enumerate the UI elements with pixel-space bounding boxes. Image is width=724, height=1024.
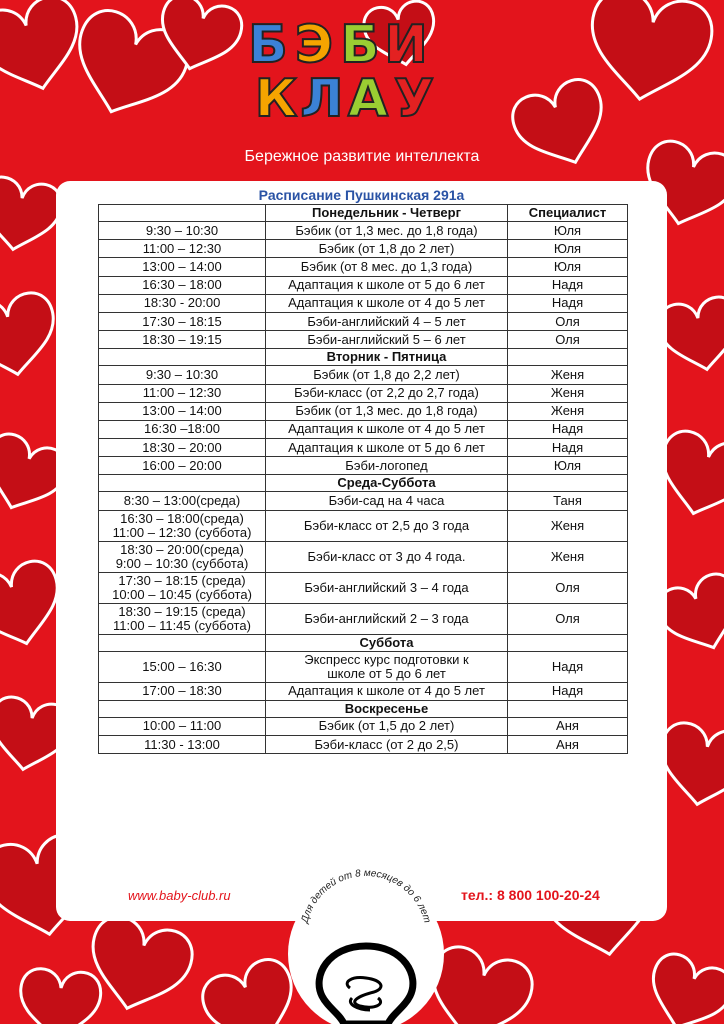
logo-letter: А	[347, 69, 389, 129]
table-row	[99, 457, 628, 475]
heart-shape	[580, 0, 716, 110]
class-line: Бэбик (от 1,5 до 2 лет)	[318, 718, 455, 734]
time-cell	[99, 603, 266, 634]
teacher-cell: Оля	[508, 572, 628, 603]
logo-letter: Э	[294, 15, 334, 75]
time-cell	[99, 682, 266, 700]
time-line: 11:00 – 12:30	[142, 385, 222, 401]
time-cell	[99, 439, 266, 457]
empty-cell	[99, 349, 266, 366]
class-line: Бэбик (от 1,3 мес. до 1,8 года)	[295, 222, 478, 238]
class-cell	[266, 312, 508, 330]
heart-shape	[0, 174, 65, 256]
time-line: 16:00 – 20:00	[142, 457, 222, 473]
time-cell	[99, 717, 266, 735]
logo-line-1	[246, 15, 486, 75]
time-cell	[99, 420, 266, 438]
time-line: 16:30 – 18:00(среда)	[120, 510, 244, 526]
class-line: Бэби-английский 5 – 6 лет	[307, 331, 466, 347]
specialist-header: Специалист	[508, 205, 628, 222]
class-line: школе от 5 до 6 лет	[327, 665, 446, 681]
table-row	[99, 736, 628, 754]
class-line: Бэби-английский 4 – 5 лет	[307, 313, 466, 329]
time-line: 13:00 – 14:00	[142, 258, 222, 274]
time-cell	[99, 492, 266, 510]
class-cell	[266, 402, 508, 420]
time-line: 18:30 – 19:15	[142, 331, 222, 347]
time-line: 18:30 – 19:15 (среда)	[118, 603, 246, 619]
section-day-range: Суббота	[266, 634, 508, 651]
heart-shape	[639, 949, 724, 1024]
time-line: 11:00 – 12:30 (суббота)	[112, 524, 252, 540]
teacher-cell: Таня	[508, 492, 628, 510]
time-cell	[99, 294, 266, 312]
table-row	[99, 420, 628, 438]
time-line: 16:30 – 18:00	[142, 277, 222, 293]
table-row	[99, 682, 628, 700]
teacher-cell: Оля	[508, 331, 628, 349]
empty-cell	[508, 634, 628, 651]
heart-shape	[0, 0, 91, 101]
section-header-row	[99, 700, 628, 717]
table-row	[99, 366, 628, 384]
class-line: Адаптация к школе от 4 до 5 лет	[288, 295, 485, 311]
class-cell	[266, 457, 508, 475]
section-header-row	[99, 349, 628, 366]
class-cell	[266, 222, 508, 240]
schedule-card	[56, 181, 667, 921]
class-line: Бэби-логопед	[345, 457, 428, 473]
time-cell	[99, 457, 266, 475]
class-cell	[266, 294, 508, 312]
class-line: Бэби-класс (от 2 до 2,5)	[314, 736, 459, 752]
teacher-cell: Аня	[508, 736, 628, 754]
table-row	[99, 651, 628, 682]
teacher-cell: Юля	[508, 240, 628, 258]
table-row	[99, 222, 628, 240]
class-cell	[266, 682, 508, 700]
teacher-cell: Оля	[508, 312, 628, 330]
time-line: 10:00 – 11:00	[142, 718, 222, 734]
class-line: Бэби-класс (от 2,2 до 2,7 года)	[294, 385, 479, 401]
time-line: 9:30 – 10:30	[145, 366, 219, 382]
time-line: 18:30 – 20:00(среда)	[120, 541, 244, 557]
time-cell	[99, 312, 266, 330]
empty-cell	[508, 349, 628, 366]
logo-letter: У	[393, 69, 435, 129]
table-row	[99, 258, 628, 276]
teacher-cell: Надя	[508, 651, 628, 682]
table-row	[99, 603, 628, 634]
class-line: Адаптация к школе от 5 до 6 лет	[288, 439, 485, 455]
teacher-cell: Женя	[508, 541, 628, 572]
class-cell	[266, 736, 508, 754]
time-line: 9:30 – 10:30	[145, 222, 219, 238]
table-row	[99, 312, 628, 330]
time-cell	[99, 240, 266, 258]
empty-cell	[508, 475, 628, 492]
logo-letter: К	[254, 69, 298, 129]
class-cell	[266, 384, 508, 402]
time-cell	[99, 736, 266, 754]
table-row	[99, 492, 628, 510]
time-cell	[99, 572, 266, 603]
table-row	[99, 276, 628, 294]
class-line: Бэбик (от 1,8 до 2,2 лет)	[313, 366, 460, 382]
class-line: Экспресс курс подготовки к	[304, 651, 469, 667]
table-row	[99, 240, 628, 258]
section-day-range: Среда-Суббота	[266, 475, 508, 492]
class-line: Бэби-английский 2 – 3 года	[304, 610, 469, 626]
time-cell	[99, 651, 266, 682]
time-cell	[99, 402, 266, 420]
teacher-cell: Надя	[508, 276, 628, 294]
time-line: 17:30 – 18:15 (среда)	[118, 572, 246, 588]
class-cell	[266, 541, 508, 572]
logo-letter: Л	[300, 69, 344, 129]
baby-club-logo	[246, 15, 486, 148]
class-cell	[266, 651, 508, 682]
class-line: Бэби-класс от 3 до 4 года.	[307, 548, 466, 564]
section-header-row	[99, 634, 628, 651]
time-cell	[99, 276, 266, 294]
logo-letter: Б	[248, 15, 288, 75]
class-line: Адаптация к школе от 4 до 5 лет	[288, 421, 485, 437]
class-line: Адаптация к школе от 4 до 5 лет	[288, 683, 485, 699]
time-cell	[99, 222, 266, 240]
lightbulb-icon	[278, 858, 448, 1024]
teacher-cell: Женя	[508, 402, 628, 420]
time-line: 17:30 – 18:15	[142, 313, 222, 329]
class-line: Адаптация к школе от 5 до 6 лет	[288, 277, 485, 293]
section-header-row	[99, 205, 628, 222]
table-row	[99, 717, 628, 735]
heart-shape	[0, 289, 62, 382]
table-row	[99, 331, 628, 349]
logo-letter: Б	[340, 15, 380, 75]
phone-number[interactable]: тел.: 8 800 100-20-24	[461, 887, 600, 903]
section-day-range: Вторник - Пятница	[266, 349, 508, 366]
time-cell	[99, 510, 266, 541]
time-line: 9:00 – 10:30 (суббота)	[115, 555, 249, 571]
class-line: Бэби-английский 3 – 4 года	[304, 579, 469, 595]
class-cell	[266, 240, 508, 258]
teacher-cell: Юля	[508, 457, 628, 475]
time-line: 11:30 - 13:00	[144, 736, 220, 752]
class-cell	[266, 510, 508, 541]
time-line: 11:00 – 11:45 (суббота)	[113, 617, 251, 633]
class-cell	[266, 420, 508, 438]
class-line: Бэбик (от 8 мес. до 1,3 года)	[300, 258, 473, 274]
empty-cell	[508, 700, 628, 717]
time-line: 18:30 – 20:00	[142, 439, 222, 455]
teacher-cell: Юля	[508, 222, 628, 240]
age-arc-text: Для детей от 8 месяцев до 6 лет	[299, 867, 433, 925]
class-cell	[266, 603, 508, 634]
teacher-cell: Оля	[508, 603, 628, 634]
time-cell	[99, 331, 266, 349]
class-cell	[266, 366, 508, 384]
class-cell	[266, 572, 508, 603]
class-line: Бэби-сад на 4 часа	[328, 493, 445, 509]
class-cell	[266, 258, 508, 276]
table-row	[99, 384, 628, 402]
schedule-title: Расписание Пушкинская 291а	[258, 187, 465, 203]
table-row	[99, 541, 628, 572]
table-row	[99, 439, 628, 457]
empty-cell	[99, 700, 266, 717]
time-line: 8:30 – 13:00(среда)	[123, 493, 241, 509]
empty-cell	[99, 475, 266, 492]
time-cell	[99, 366, 266, 384]
teacher-cell: Надя	[508, 420, 628, 438]
class-line: Бэбик (от 1,3 мес. до 1,8 года)	[295, 403, 478, 419]
time-cell	[99, 541, 266, 572]
time-cell	[99, 384, 266, 402]
heart-shape	[17, 967, 103, 1024]
schedule-table	[98, 204, 628, 754]
class-cell	[266, 717, 508, 735]
class-cell	[266, 276, 508, 294]
class-line: Бэби-класс от 2,5 до 3 года	[303, 517, 470, 533]
empty-cell	[99, 634, 266, 651]
table-row	[99, 402, 628, 420]
class-cell	[266, 331, 508, 349]
section-header-row	[99, 475, 628, 492]
table-row	[99, 294, 628, 312]
time-cell	[99, 258, 266, 276]
section-day-range: Понедельник - Четверг	[266, 205, 508, 222]
teacher-cell: Женя	[508, 366, 628, 384]
time-line: 16:30 –18:00	[144, 421, 220, 437]
class-cell	[266, 492, 508, 510]
time-line: 15:00 – 16:30	[142, 658, 222, 674]
teacher-cell: Надя	[508, 294, 628, 312]
empty-cell	[99, 205, 266, 222]
teacher-cell: Надя	[508, 439, 628, 457]
time-line: 13:00 – 14:00	[142, 403, 222, 419]
teacher-cell: Женя	[508, 384, 628, 402]
teacher-cell: Женя	[508, 510, 628, 541]
section-day-range: Воскресенье	[266, 700, 508, 717]
class-cell	[266, 439, 508, 457]
class-line: Бэбик (от 1,8 до 2 лет)	[318, 240, 455, 256]
logo-line-2	[254, 69, 486, 129]
tagline: Бережное развитие интеллекта	[244, 148, 480, 165]
table-row	[99, 510, 628, 541]
logo-letter: И	[384, 15, 428, 75]
time-line: 18:30 - 20:00	[143, 295, 221, 311]
time-line: 17:00 – 18:30	[142, 683, 222, 699]
teacher-cell: Юля	[508, 258, 628, 276]
time-line: 11:00 – 12:30	[142, 240, 222, 256]
teacher-cell: Аня	[508, 717, 628, 735]
teacher-cell: Надя	[508, 682, 628, 700]
time-line: 10:00 – 10:45 (суббота)	[112, 586, 252, 602]
table-row	[99, 572, 628, 603]
website-link[interactable]: www.baby-club.ru	[128, 888, 231, 903]
